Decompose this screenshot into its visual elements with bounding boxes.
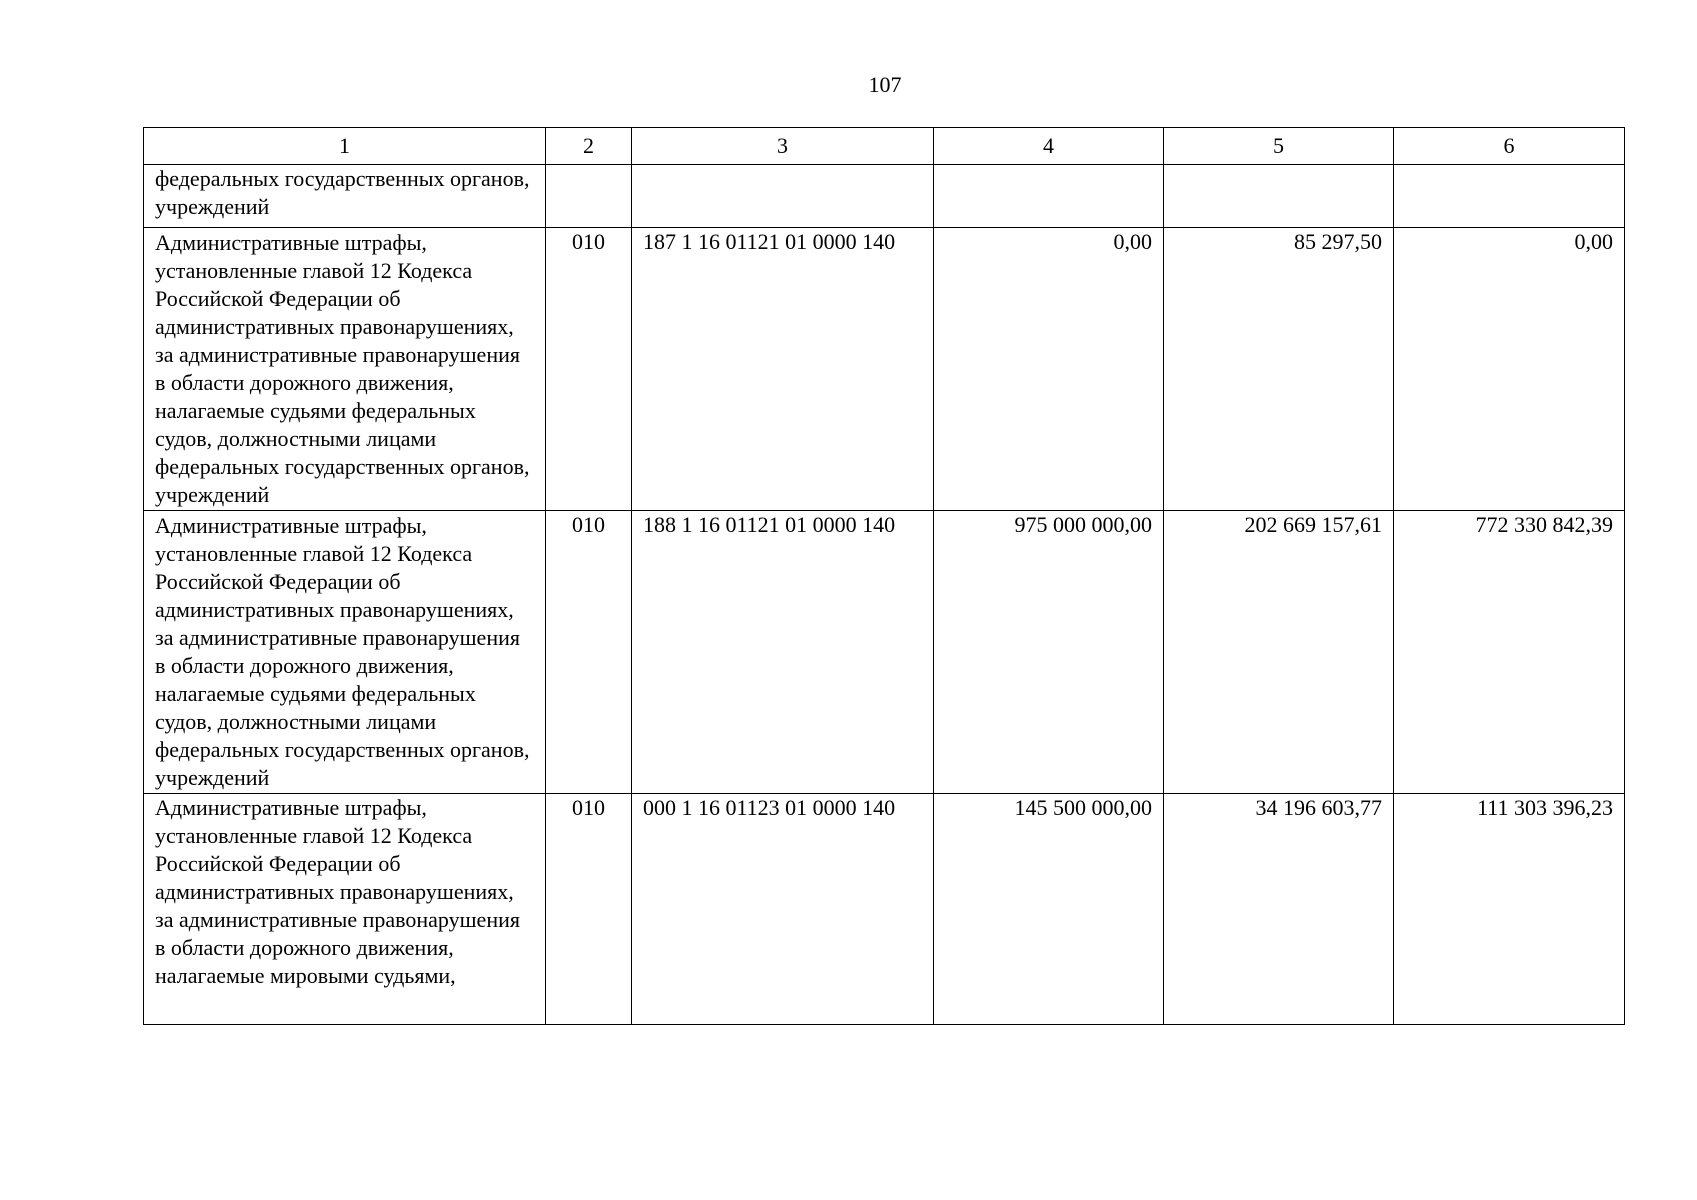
column-header-3: 3 <box>632 128 934 165</box>
row-approved-cell <box>934 165 1164 228</box>
column-header-1: 1 <box>144 128 546 165</box>
row-executed-cell: 34 196 603,77 <box>1164 794 1394 1025</box>
row-revenue-code-cell: 000 1 16 01123 01 0000 140 <box>632 794 934 1025</box>
row-line-code-cell <box>546 165 632 228</box>
row-name-cell: федеральных государственных органов, учреждений <box>144 165 546 228</box>
row-name-cell: Административные штрафы, установленные главой 12 Кодекса Российской Федерации об административных правонарушениях, за административные правонарушения в области дорожного движения, налагаемые мировыми судьями, <box>144 794 546 1025</box>
row-revenue-code-cell: 187 1 16 01121 01 0000 140 <box>632 228 934 511</box>
row-unexecuted-cell: 111 303 396,23 <box>1394 794 1625 1025</box>
budget-revenue-table <box>143 127 1625 1025</box>
page-number: 107 <box>868 72 902 97</box>
row-unexecuted-cell: 772 330 842,39 <box>1394 511 1625 794</box>
row-executed-cell <box>1164 165 1394 228</box>
column-header-6: 6 <box>1394 128 1625 165</box>
table-row <box>144 228 1625 511</box>
table-row <box>144 165 1625 228</box>
row-name-cell: Административные штрафы, установленные главой 12 Кодекса Российской Федерации об административных правонарушениях, за административные правонарушения в области дорожного движения, налагаемые судьями федеральных судов, должностными лицами федеральных государственных органов, учреждений <box>144 511 546 794</box>
row-approved-cell: 145 500 000,00 <box>934 794 1164 1025</box>
table-row <box>144 794 1625 1025</box>
row-line-code-cell: 010 <box>546 794 632 1025</box>
row-line-code-cell: 010 <box>546 511 632 794</box>
row-executed-cell: 202 669 157,61 <box>1164 511 1394 794</box>
row-unexecuted-cell: 0,00 <box>1394 228 1625 511</box>
column-header-4: 4 <box>934 128 1164 165</box>
row-unexecuted-cell <box>1394 165 1625 228</box>
column-header-5: 5 <box>1164 128 1394 165</box>
row-approved-cell: 0,00 <box>934 228 1164 511</box>
row-revenue-code-cell: 188 1 16 01121 01 0000 140 <box>632 511 934 794</box>
row-name-cell: Административные штрафы, установленные главой 12 Кодекса Российской Федерации об административных правонарушениях, за административные правонарушения в области дорожного движения, налагаемые судьями федеральных судов, должностными лицами федеральных государственных органов, учреждений <box>144 228 546 511</box>
row-approved-cell: 975 000 000,00 <box>934 511 1164 794</box>
row-revenue-code-cell <box>632 165 934 228</box>
table-header-row <box>144 128 1625 165</box>
table-row <box>144 511 1625 794</box>
row-line-code-cell: 010 <box>546 228 632 511</box>
row-executed-cell: 85 297,50 <box>1164 228 1394 511</box>
column-header-2: 2 <box>546 128 632 165</box>
